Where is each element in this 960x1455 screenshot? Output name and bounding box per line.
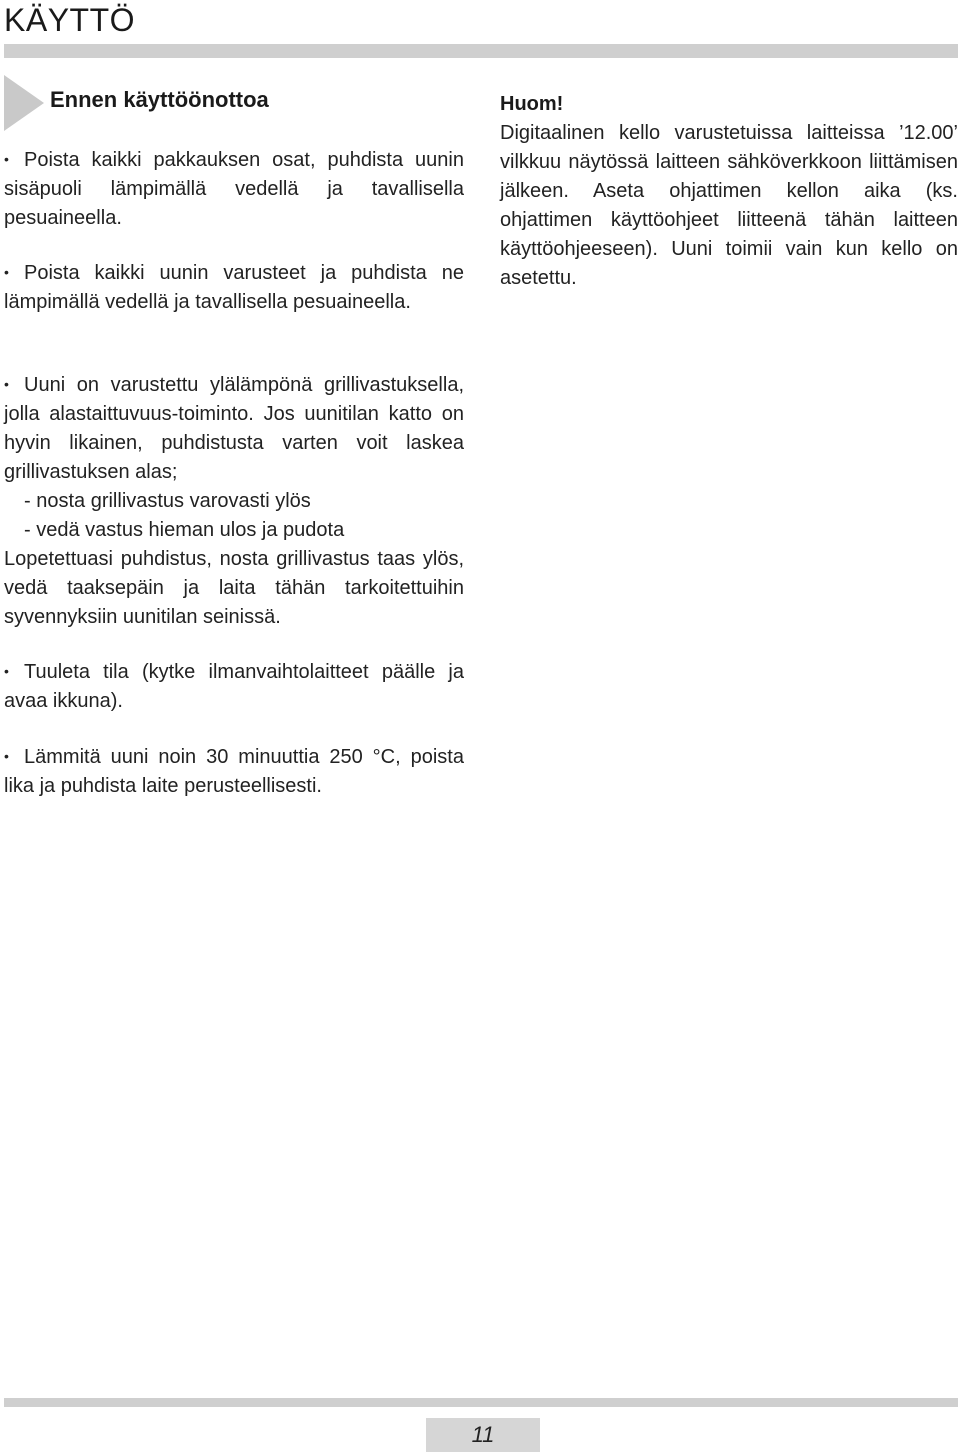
bullet-item-2 [4,258,464,317]
step-text: - nosta grillivastus varovasti ylös [24,490,311,512]
bullet-text: Lopetettuasi puhdistus, nosta grillivastus taas ylös, vedä taaksepäin ja laita tähän tarkoitettuihin syvennyksiin uunitilan seinissä. [4,548,464,628]
note-body: Digitaalinen kello varustetuissa laitteissa ’12.00’ vilkkuu näytössä laitteen sähköverkkoon liittämisen jälkeen. Aseta ohjattimen kellon aika (ks. ohjattimen käyttöohjeet liitteenä tähän laitteen käyttöohjeeseen). Uuni toimii vain kun kello on asetettu. [500,122,958,289]
bullet-icon: • [4,663,9,679]
bullet-item-3 [4,370,464,632]
bullet-icon: • [4,748,9,764]
bullet-item-4 [4,657,464,716]
top-divider [4,44,958,58]
bullet-item-1 [4,145,464,233]
bullet-item-5 [4,742,464,801]
note-box [500,90,958,293]
bottom-divider [4,1398,958,1407]
bullet-text: Uuni on varustettu ylälämpönä grillivastuksella, jolla alastaittuvuus-toiminto. Jos uunitilan katto on hyvin likainen, puhdistusta varten voit laskea grillivastuksen alas; [4,374,464,483]
bullet-icon: • [4,264,9,280]
section-heading: Ennen käyttöönottoa [50,87,269,112]
step-text: - vedä vastus hieman ulos ja pudota [24,519,345,541]
bullet-text: Poista kaikki uunin varusteet ja puhdista ne lämpimällä vedellä ja tavallisella pesuaineella. [4,262,464,313]
bullet-text: Poista kaikki pakkauksen osat, puhdista uunin sisäpuoli lämpimällä vedellä ja tavallisella pesuaineella. [4,149,464,229]
triangle-arrow-icon [4,75,44,131]
note-title: Huom! [500,93,564,115]
page-number: 11 [426,1418,540,1452]
bullet-text: Tuuleta tila (kytke ilmanvaihtolaitteet päälle ja avaa ikkuna). [4,661,464,712]
bullet-icon: • [4,376,9,392]
page-title: KÄYTTÖ [4,2,136,38]
bullet-icon: • [4,151,9,167]
bullet-text: Lämmitä uuni noin 30 minuuttia 250 °C, poista lika ja puhdista laite perusteellisesti. [4,746,464,797]
